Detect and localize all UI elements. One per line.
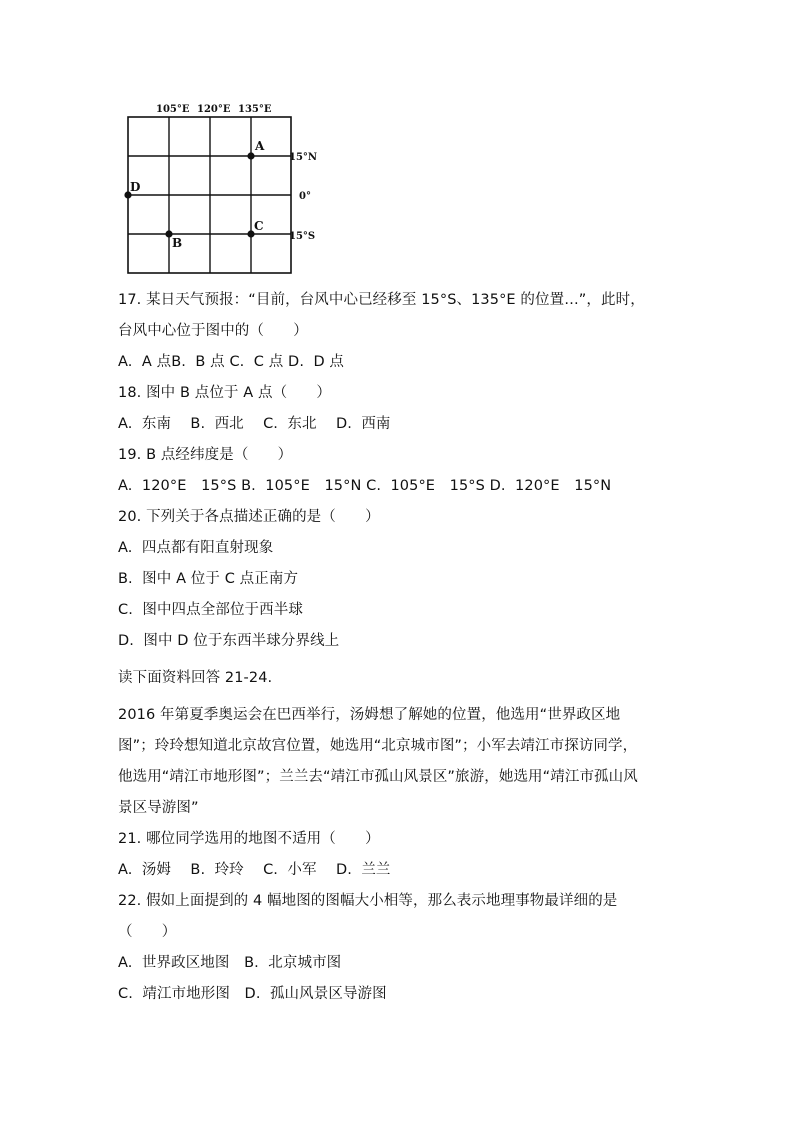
q17-options: A. A 点B. B 点 C. C 点 D. D 点 (118, 354, 345, 370)
q21-stem: 21. 哪位同学选用的地图不适用（ ） (118, 831, 380, 847)
point-d-label: D (130, 180, 141, 194)
q22-options-cd: C. 靖江市地形图 D. 孤山风景区导游图 (118, 986, 387, 1002)
q22-stem-line1: 22. 假如上面提到的 4 幅地图的图幅大小相等，那么表示地理事物最详细的是 (118, 893, 618, 909)
point-a (247, 152, 254, 159)
q22-stem-line2: （ ） (118, 924, 177, 940)
q20-option-d: D. 图中 D 位于东西半球分界线上 (118, 633, 340, 649)
q20-option-a: A. 四点都有阳直射现象 (118, 540, 274, 556)
q20-option-c: C. 图中四点全部位于西半球 (118, 602, 303, 618)
lon-label-135: 135°E (238, 104, 272, 115)
q19-options: A. 120°E 15°S B. 105°E 15°N C. 105°E 15°S D. 120°E 15°N (118, 478, 612, 494)
q19-stem: 19. B 点经纬度是（ ） (118, 447, 293, 463)
q17-stem-line2: 台风中心位于图中的（ ） (118, 323, 308, 339)
lat-label-equator: 0° (299, 191, 311, 202)
passage-line1: 2016 年第夏季奥运会在巴西举行，汤姆想了解她的位置，他选用“世界政区地 (118, 707, 621, 723)
q20-option-b: B. 图中 A 位于 C 点正南方 (118, 571, 299, 587)
passage-line2: 图”；玲玲想知道北京故宫位置，她选用“北京城市图”；小军去靖江市探访同学， (118, 738, 638, 754)
point-b-label: B (172, 236, 183, 250)
q20-stem: 20. 下列关于各点描述正确的是（ ） (118, 509, 380, 525)
q18-options: A. 东南 B. 西北 C. 东北 D. 西南 (118, 416, 391, 432)
q17-stem-line1: 17. 某日天气预报：“目前，台风中心已经移至 15°S、135°E 的位置…”，此时， (118, 292, 645, 308)
passage-line4: 景区导游图” (118, 800, 199, 816)
q18-stem: 18. 图中 B 点位于 A 点（ ） (118, 385, 331, 401)
lat-label-15s: 15°S (289, 231, 316, 242)
q22-options-ab: A. 世界政区地图 B. 北京城市图 (118, 955, 342, 971)
q21-options: A. 汤姆 B. 玲玲 C. 小军 D. 兰兰 (118, 862, 391, 878)
lat-label-15n: 15°N (289, 152, 318, 163)
lon-label-105: 105°E (156, 104, 190, 115)
passage-line3: 他选用“靖江市地形图”；兰兰去“靖江市孤山风景区”旅游，她选用“靖江市孤山风 (118, 769, 638, 785)
grid-map-svg (118, 100, 328, 280)
point-a-label: A (255, 139, 265, 153)
reading-instruction: 读下面资料回答 21-24. (118, 670, 273, 686)
lon-label-120: 120°E (197, 104, 231, 115)
point-c-label: C (254, 219, 264, 233)
grid-map (118, 100, 328, 280)
